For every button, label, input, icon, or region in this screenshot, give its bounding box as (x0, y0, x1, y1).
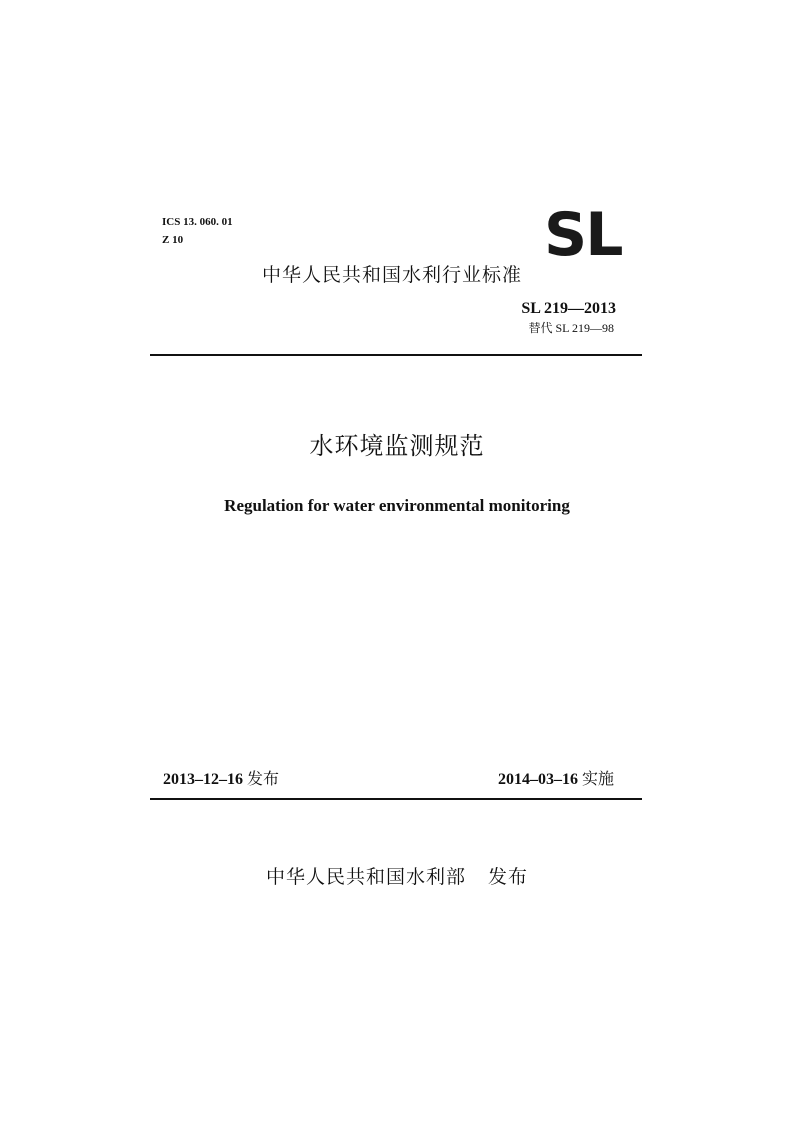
sl-logo: SL (544, 200, 622, 270)
document-title-english: Regulation for water environmental monitoring (224, 496, 570, 515)
implementation-label: 实施 (581, 769, 614, 788)
publisher-name: 中华人民共和国水利部 (265, 866, 466, 888)
industry-standard-heading: 中华人民共和国水利行业标准 (262, 264, 523, 286)
publish-label: 发布 (488, 866, 529, 888)
implementation-date-block (498, 768, 614, 791)
document-title-chinese: 水环境监测规范 (309, 432, 485, 460)
issue-date: 2013–12–16 (163, 771, 243, 788)
implementation-date: 2014–03–16 (497, 771, 578, 788)
bottom-divider (150, 798, 642, 800)
ics-code: ICS 13. 060. 01 (162, 216, 233, 228)
standard-number: SL 219—2013 (521, 300, 616, 317)
top-divider (150, 354, 642, 356)
issue-label: 发布 (247, 769, 280, 788)
publisher-line (0, 864, 794, 890)
classification-code: Z 10 (162, 234, 184, 246)
ics-classification-block (162, 213, 233, 249)
replaces-standard: 替代 SL 219—98 (528, 321, 614, 335)
issue-date-block (163, 768, 279, 791)
